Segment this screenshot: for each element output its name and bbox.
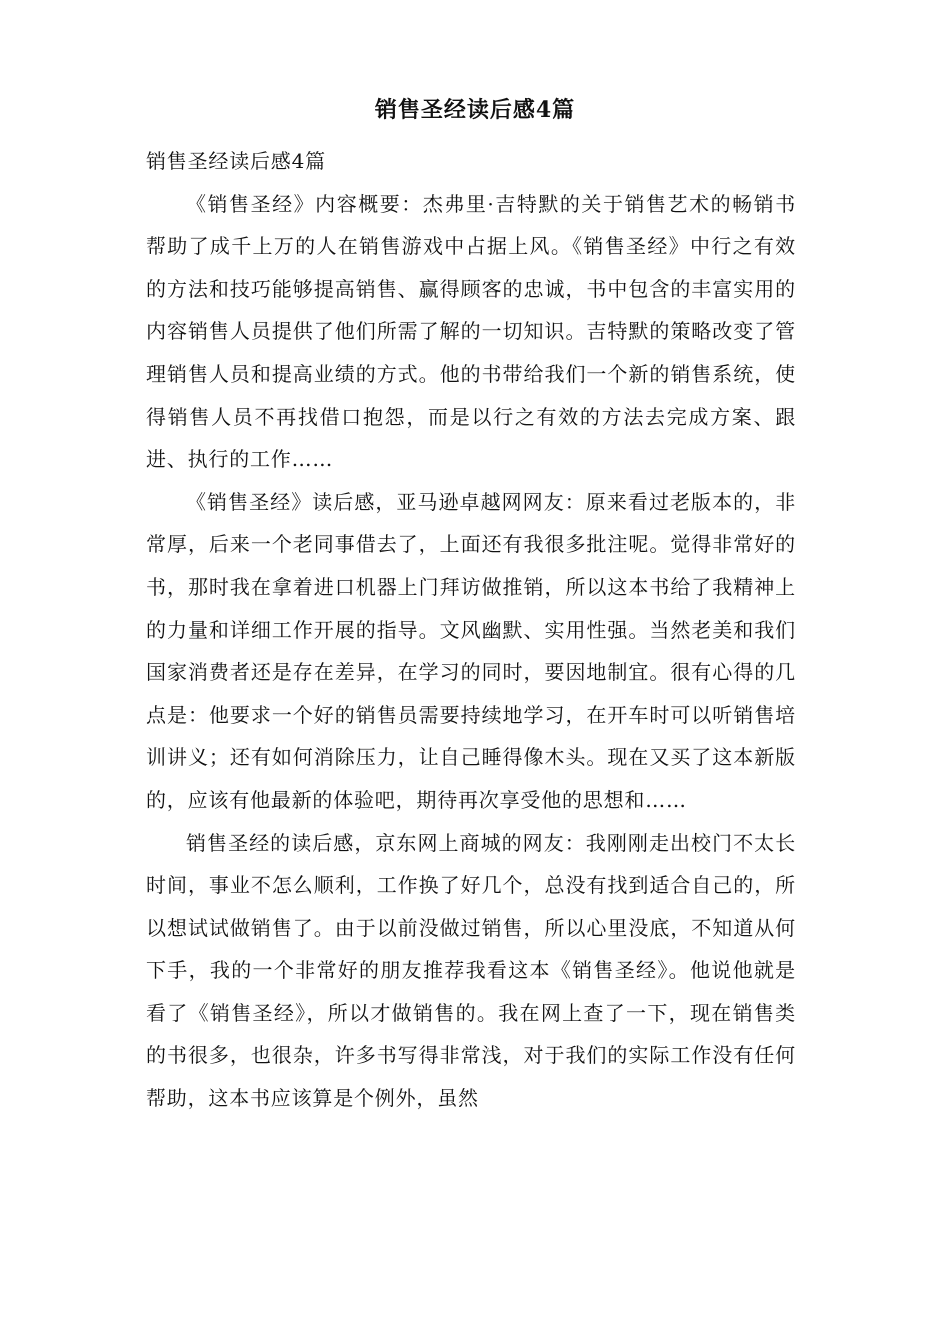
document-subtitle: 销售圣经读后感4篇	[146, 149, 326, 173]
paragraph-jd-review: 销售圣经的读后感，京东网上商城的网友：我刚刚走出校门不太长时间，事业不怎么顺利，工作换了好几个，总没有找到适合自己的，所以想试试做销售了。由于以前没做过销售，所以心里没底，不知道从何下手，我的一个非常好的朋友推荐我看这本《销售圣经》。他说他就是看了《销售圣经》，所以才做销售的。我在网上查了一下，现在销售类的书很多，也很杂，许多书写得非常浅，对于我们的实际工作没有任何帮助，这本书应该算是个例外，虽然	[146, 830, 796, 1111]
paragraph-amazon-review: 《销售圣经》读后感，亚马逊卓越网网友：原来看过老版本的，非常厚，后来一个老同事借去了，上面还有我很多批注呢。觉得非常好的书，那时我在拿着进口机器上门拜访做推销，所以这本书给了我精神上的力量和详细工作开展的指导。文风幽默、实用性强。当然老美和我们国家消费者还是存在差异，在学习的同时，要因地制宜。很有心得的几点是：他要求一个好的销售员需要持续地学习，在开车时可以听销售培训讲义；还有如何消除压力，让自己睡得像木头。现在又买了这本新版的，应该有他最新的体验吧，期待再次享受他的思想和……	[146, 489, 796, 812]
document-body	[146, 140, 796, 1120]
paragraph-summary: 《销售圣经》内容概要：杰弗里·吉特默的关于销售艺术的畅销书帮助了成千上万的人在销售游戏中占据上风。《销售圣经》中行之有效的方法和技巧能够提高销售、赢得顾客的忠诚，书中包含的丰富实用的内容销售人员提供了他们所需了解的一切知识。吉特默的策略改变了管理销售人员和提高业绩的方式。他的书带给我们一个新的销售系统，使得销售人员不再找借口抱怨，而是以行之有效的方法去完成方案、跟进、执行的工作……	[146, 191, 796, 472]
document-title: 销售圣经读后感4篇	[374, 97, 576, 123]
